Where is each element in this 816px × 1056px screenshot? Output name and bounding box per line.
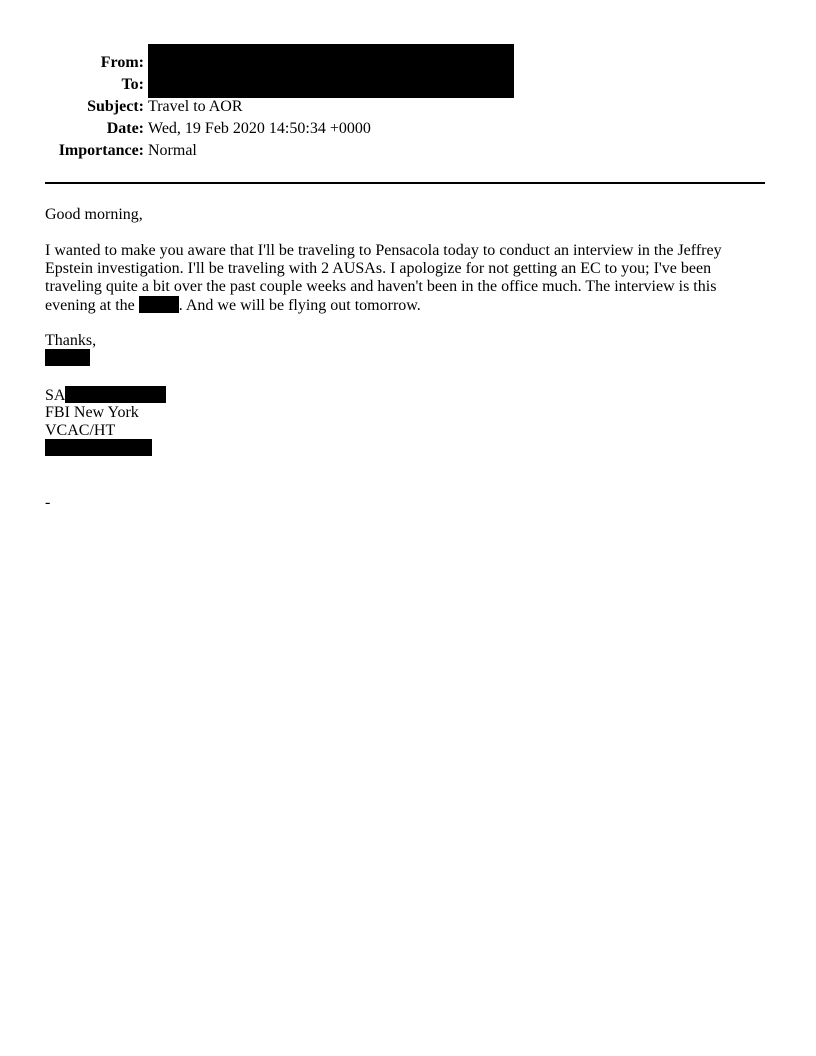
sender-name-redaction (45, 349, 90, 366)
signature-office: FBI New York (45, 404, 139, 421)
header-divider (45, 182, 765, 184)
date-label: Date: (106, 120, 144, 137)
footer-dash: - (45, 494, 51, 511)
body-line-1: I wanted to make you aware that I'll be traveling to Pensacola today to conduct an interview in the Jeffrey (45, 242, 722, 259)
body-line-2: Epstein investigation. I'll be traveling with 2 AUSAs. I apologize for not getting an EC to you; I've been (45, 260, 712, 277)
importance-label: Importance: (58, 142, 144, 159)
from-label: From: (100, 54, 144, 71)
subject-value: Travel to AOR (148, 98, 243, 115)
location-redaction (139, 296, 179, 313)
sa-prefix: SA (45, 387, 66, 404)
signature-sa-line (45, 386, 166, 405)
subject-label: Subject: (87, 98, 144, 115)
subject-row (0, 96, 816, 118)
date-value: Wed, 19 Feb 2020 14:50:34 +0000 (148, 120, 371, 137)
body-line-4-pre: evening at the (45, 297, 139, 314)
body-line-4 (45, 296, 421, 315)
to-label: To: (121, 76, 144, 93)
body-line-3: traveling quite a bit over the past couple weeks and haven't been in the office much. The interview is this (45, 278, 717, 295)
from-to-redaction (148, 44, 514, 98)
greeting: Good morning, (45, 206, 143, 223)
importance-row (0, 140, 816, 162)
body-line-4-post: . And we will be flying out tomorrow. (178, 297, 421, 314)
signature-contact-redaction (45, 439, 152, 456)
agent-name-redaction (65, 386, 166, 403)
closing: Thanks, (45, 332, 97, 349)
importance-value: Normal (148, 142, 197, 159)
date-row (0, 118, 816, 140)
signature-unit: VCAC/HT (45, 422, 116, 439)
